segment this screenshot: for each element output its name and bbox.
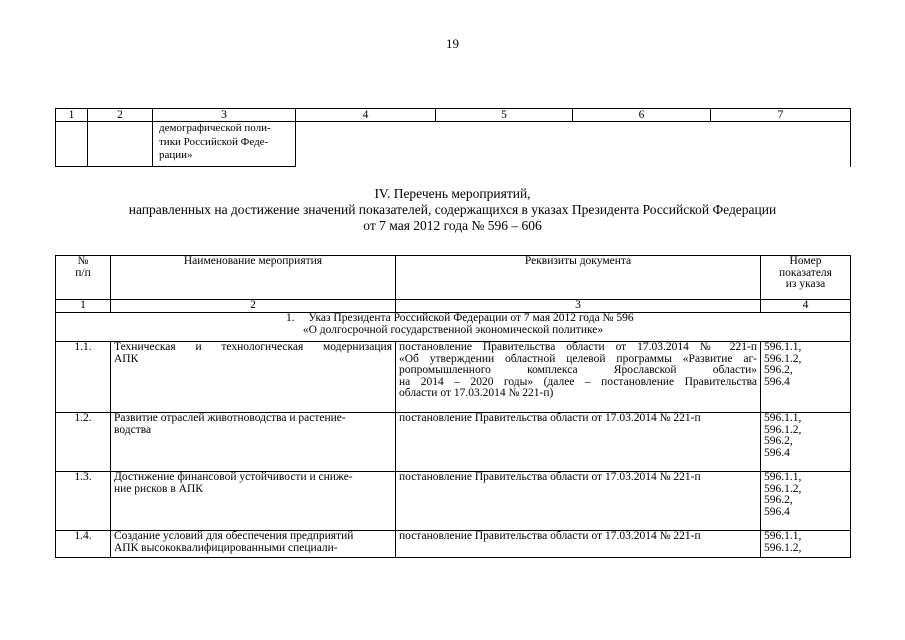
table-row	[56, 413, 851, 472]
row-number: 1.4.	[56, 531, 111, 558]
table-row	[56, 122, 851, 167]
page-number: 19	[446, 36, 459, 51]
column-number-row: 1 2 3 4	[56, 300, 851, 313]
row-doc: постановление Правительства области от 17.03.2014 № 221-п	[396, 531, 761, 558]
header-doc: Реквизиты документа	[396, 256, 761, 300]
header-num: № п/п	[56, 256, 111, 300]
heading-line-3: от 7 мая 2012 года № 596 – 606	[363, 218, 542, 233]
row-indicators: 596.1.1, 596.1.2, 596.2, 596.4	[761, 472, 851, 531]
heading-line-2: направленных на достижение значений показателей, содержащихся в указах Президента Российской Федерации	[128, 202, 777, 217]
row-name: Техническая и технологическая модернизация АПК	[111, 342, 396, 413]
header-indicator: Номер показателя из указа	[761, 256, 851, 300]
table-row	[56, 342, 851, 413]
table-row	[56, 531, 851, 558]
row-indicators: 596.1.1, 596.1.2, 596.2, 596.4	[761, 413, 851, 472]
heading-line-1: IV. Перечень мероприятий,	[374, 186, 531, 201]
header-name: Наименование мероприятия	[111, 256, 396, 300]
row-doc: постановление Правительства области от 17.03.2014 № 221-п «Об утверждении областной целевой программы «Развитие аг- ропромышленного комплекса Ярославской области» на 2014 – 2020 годы» (далее – постановление Правительства области от 17.03.2014 № 221-п)	[396, 342, 761, 413]
section-row	[56, 313, 851, 342]
continued-text-cell: демографической поли- тики Российской Феде- рации»	[153, 122, 296, 167]
row-doc: постановление Правительства области от 17.03.2014 № 221-п	[396, 413, 761, 472]
row-doc: постановление Правительства области от 17.03.2014 № 221-п	[396, 472, 761, 531]
col-number-7: 7	[711, 109, 851, 122]
header-row	[56, 256, 851, 300]
table-row	[56, 472, 851, 531]
row-indicators: 596.1.1, 596.1.2,	[761, 531, 851, 558]
measures-table	[55, 255, 851, 558]
section-title-line-2: «О долгосрочной государственной экономической политике»	[302, 323, 604, 336]
col-number-2: 2	[88, 109, 153, 122]
col-number-6: 6	[573, 109, 711, 122]
continued-table	[55, 108, 851, 167]
row-name: Развитие отраслей животноводства и растение- водства	[111, 413, 396, 472]
col-number-3: 3	[153, 109, 296, 122]
col-number-4: 4	[296, 109, 436, 122]
section-heading	[0, 186, 905, 234]
row-name: Достижение финансовой устойчивости и сниже- ние рисков в АПК	[111, 472, 396, 531]
col-number-5: 5	[436, 109, 573, 122]
section-title-line-1: Указ Президента Российской Федерации от 7 мая 2012 года № 596	[308, 312, 634, 324]
col-number-1: 1	[56, 109, 88, 122]
row-number: 1.2.	[56, 413, 111, 472]
row-name: Создание условий для обеспечения предприятий АПК высококвалифицированными специали-	[111, 531, 396, 558]
column-number-row	[56, 109, 851, 122]
row-number: 1.3.	[56, 472, 111, 531]
section-number: 1.	[286, 312, 295, 324]
row-indicators: 596.1.1, 596.1.2, 596.2, 596.4	[761, 342, 851, 413]
row-number: 1.1.	[56, 342, 111, 413]
